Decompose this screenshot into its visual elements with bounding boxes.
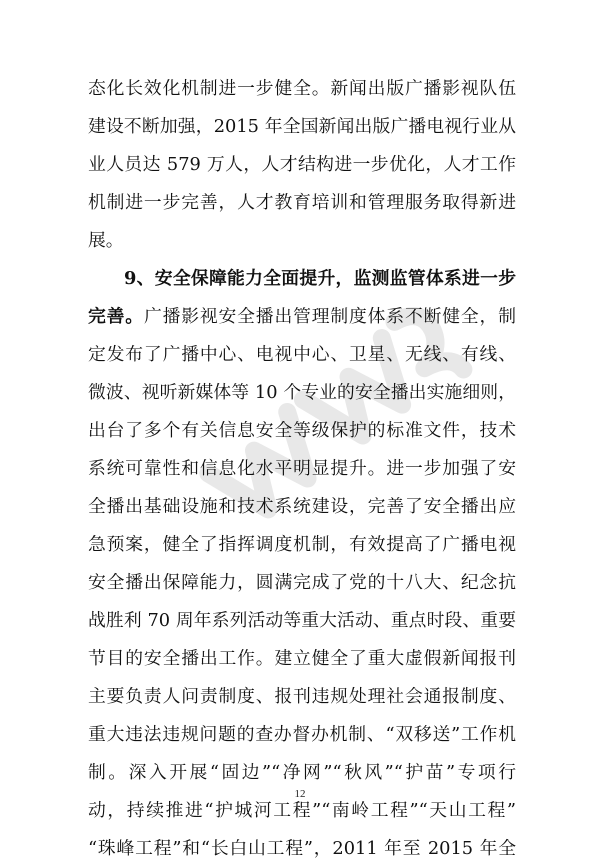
- section-heading-end: 完善。: [88, 306, 144, 327]
- text-line: 全播出基础设施和技术系统建设，完善了安全播出应: [88, 496, 516, 517]
- body-text: [88, 70, 516, 868]
- text-line: 主要负责人问责制度、报刊违规处理社会通报制度、: [88, 686, 516, 707]
- text-line: 安全播出保障能力，圆满完成了党的十八大、纪念抗: [88, 572, 516, 593]
- text-line: 系统可靠性和信息化水平明显提升。进一步加强了安: [88, 458, 516, 479]
- section-heading: 9、安全保障能力全面提升，监测监管体系进一步: [124, 268, 516, 289]
- text-line: 机制进一步完善，人才教育培训和管理服务取得新进: [88, 192, 516, 213]
- page-number: 12: [294, 788, 306, 800]
- text-line: 建设不断加强，2015 年全国新闻出版广播电视行业从: [88, 116, 516, 137]
- text-line: “珠峰工程”和“长白山工程”，2011 年至 2015 年全: [88, 838, 516, 859]
- text-segment: 广播影视安全播出管理制度体系不断健全，制: [143, 306, 516, 327]
- text-line: 出台了多个有关信息安全等级保护的标准文件，技术: [88, 420, 516, 441]
- text-line: 节目的安全播出工作。建立健全了重大虚假新闻报刊: [88, 648, 516, 669]
- text-line: 动，持续推进“护城河工程”“南岭工程”“天山工程”: [88, 800, 516, 821]
- text-line: 急预案，健全了指挥调度机制，有效提高了广播电视: [88, 534, 516, 555]
- text-line: 定发布了广播中心、电视中心、卫星、无线、有线、: [88, 344, 516, 365]
- text-line: 态化长效化机制进一步健全。新闻出版广播影视队伍: [88, 78, 516, 99]
- text-line: 展。: [88, 230, 124, 251]
- text-line: 业人员达 579 万人，人才结构进一步优化，人才工作: [88, 154, 516, 175]
- text-line: 重大违法违规问题的查办督办机制、“双移送”工作机: [88, 724, 516, 745]
- text-line: [88, 298, 516, 336]
- text-line: 战胜利 70 周年系列活动等重大活动、重点时段、重要: [88, 610, 516, 631]
- text-line: 制。深入开展“固边”“净网”“秋风”“护苗”专项行: [88, 762, 516, 783]
- text-line: 微波、视听新媒体等 10 个专业的安全播出实施细则，: [88, 382, 516, 403]
